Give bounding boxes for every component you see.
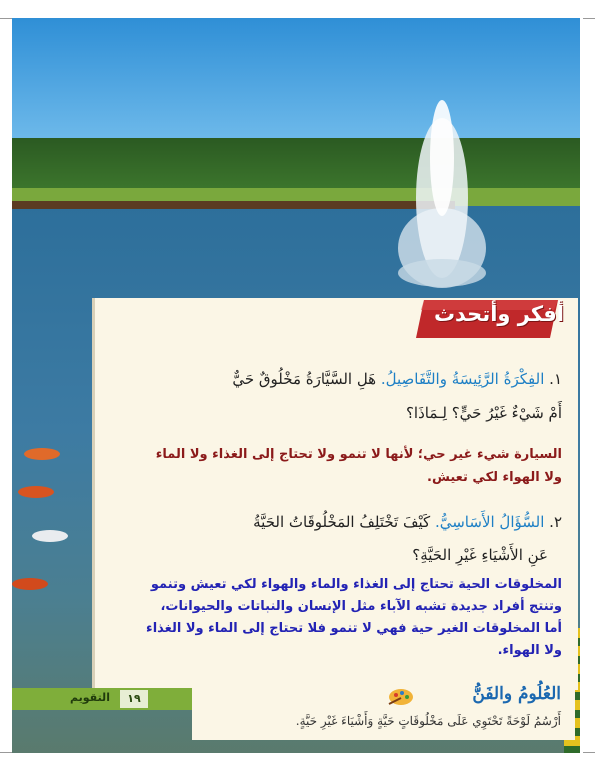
koi-fish [32,530,68,542]
crop-mark [0,18,12,19]
koi-fish [18,486,54,498]
question-1-text: هَلِ السَّيَّارَةُ مَخْلُوقٌ حَيٌّ [232,370,377,388]
answer-2-line-3: أما المخلوقات الغير حية فهي لا تنمو فلا تحتاج إلى الماء ولا الغذاء [146,621,562,636]
question-2-text-2: عَنِ الأَشْيَاءِ غَيْرِ الحَيَّةِ؟ [412,546,548,564]
science-art-text: أَرْسُمُ لَوْحَةً تَحْتَوِي عَلَى مَخْلُوقَاتٍ حَيَّةٍ وَأَشْيَاءَ غَيْرِ حَيَّةٍ. [295,714,561,728]
question-1-number: ١. [549,370,562,388]
answer-1-line-1: السيارة شيء غير حي؛ لأنها لا تنمو ولا تحتاج إلى الغذاء ولا الماء [155,447,562,462]
science-art-box [192,680,575,740]
wooden-bridge [12,201,455,209]
answer-2-line-4: ولا الهواء. [497,643,562,658]
answer-2-line-2: وتنتج أفراد جديدة تشبه الآباء مثل الإنسان والنباتات والحيوانات، [160,599,562,614]
crop-mark [583,752,595,753]
footer-label: التقويم [70,691,110,704]
answer-2-line-1: المخلوقات الحية تحتاج إلى الغذاء والماء والهواء لكي تعيش وتنمو [150,577,562,592]
crop-mark [583,18,595,19]
question-2-highlight: السُّؤَالُ الأَسَاسِيُّ. [434,513,545,531]
question-2-number: ٢. [549,513,562,531]
answer-1-line-2: ولا الهواء لكي تعيش. [427,470,562,485]
question-1-text-2: أَمْ شَيْءٌ غَيْرُ حَيٍّ؟ لِـمَاذَا؟ [405,404,562,422]
koi-fish [12,578,48,590]
paint-palette-icon [387,686,415,706]
question-1-highlight: الفِكْرَةُ الرَّئِيسَةُ والتَّفَاصِيلُ. [380,370,545,388]
think-talk-card [92,298,578,690]
fountain-image [397,98,487,298]
question-2 [253,513,562,531]
section-title: أفكر وأتحدث [433,302,564,326]
question-2-text: كَيْفَ تَخْتَلِفُ المَخْلُوقَاتُ الحَيَّةُ [253,513,431,531]
question-1 [232,370,562,388]
crop-mark [0,752,12,753]
koi-fish [24,448,60,460]
science-art-title: العُلُومُ والفَنُّ [472,684,561,704]
page-number: ١٩ [120,690,148,708]
